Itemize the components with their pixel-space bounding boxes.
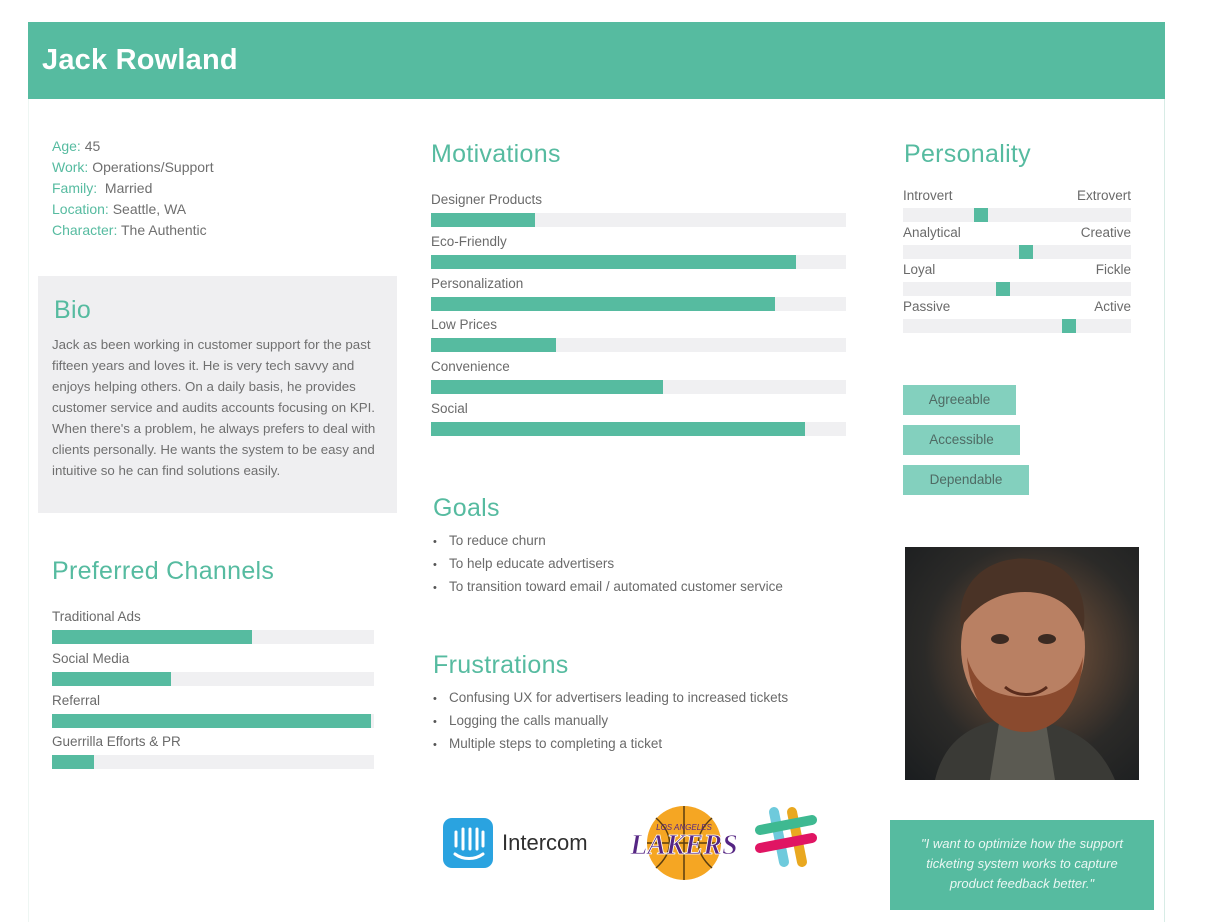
personality-right-label: Active: [1094, 299, 1131, 314]
demo-work: Work: Operations/Support: [52, 159, 214, 175]
goals-title: Goals: [433, 494, 500, 522]
persona-quote: "I want to optimize how the support ticketing system works to capture product feedback better.": [890, 820, 1154, 910]
list-item: • Confusing UX for advertisers leading to increased tickets: [433, 687, 788, 710]
personality-right-label: Extrovert: [1076, 188, 1131, 203]
list-item: • To transition toward email / automated customer service: [433, 576, 783, 599]
bar-fill: [52, 755, 94, 769]
bar-track: [431, 297, 846, 311]
trait-agreeable: Agreeable: [903, 385, 1016, 415]
persona-photo: [905, 547, 1139, 780]
personality-marker: [996, 282, 1010, 296]
personality-track: [903, 208, 1131, 222]
bar-fill: [431, 422, 805, 436]
bar-label: Social Media: [52, 650, 130, 666]
bar-fill: [52, 630, 252, 644]
bar-label: Guerrilla Efforts & PR: [52, 734, 181, 750]
bar-label: Eco-Friendly: [431, 233, 507, 249]
motivations-title: Motivations: [431, 140, 561, 168]
personality-left-label: Analytical: [903, 225, 961, 240]
trait-accessible: Accessible: [903, 425, 1020, 455]
bar-track: [52, 672, 374, 686]
header-banner: [28, 22, 1165, 99]
slack-logo-icon: [752, 804, 820, 870]
demo-age: Age: 45: [52, 138, 101, 154]
bar-fill: [52, 672, 171, 686]
personality-marker: [1062, 319, 1076, 333]
bar-fill: [431, 213, 535, 227]
lakers-logo-icon: [624, 804, 744, 882]
personality-left-label: Loyal: [903, 262, 936, 277]
bio-panel: [38, 276, 397, 513]
list-item: • To reduce churn: [433, 530, 783, 553]
demo-character: Character: The Authentic: [52, 222, 207, 238]
frustrations-list: [433, 687, 788, 756]
lakers-logo-text: LAKERS: [630, 830, 738, 861]
list-item: • To help educate advertisers: [433, 553, 783, 576]
intercom-logo-text: Intercom: [502, 830, 588, 855]
bar-label: Personalization: [431, 275, 524, 291]
personality-track: [903, 319, 1131, 333]
bar-track: [52, 755, 374, 769]
bar-fill: [431, 255, 796, 269]
personality-marker: [1019, 245, 1033, 259]
portrait-illustration: [905, 547, 1139, 780]
bar-track: [52, 630, 374, 644]
list-item: • Logging the calls manually: [433, 710, 788, 733]
personality-track: [903, 245, 1131, 259]
bio-text: Jack as been working in customer support for the past fifteen years and loves it. He is very tech savvy and enjoys helping others. On a daily basis, he provides customer service and audits accounts focusing on KPI. When there's a problem, he always prefers to deal with clients personally. He wants the system to be easy and intuitive so he can find solutions easily.: [52, 337, 376, 478]
demographics: [52, 136, 214, 241]
persona-name: Jack Rowland: [42, 44, 238, 76]
list-item: • Multiple steps to completing a ticket: [433, 733, 788, 756]
personality-marker: [974, 208, 988, 222]
personality-left-label: Introvert: [903, 188, 953, 203]
bar-label: Low Prices: [431, 317, 498, 333]
channels-title: Preferred Channels: [52, 557, 275, 585]
bar-fill: [431, 380, 663, 394]
bar-fill: [431, 338, 556, 352]
demo-location: Location: Seattle, WA: [52, 201, 187, 217]
bar-fill: [52, 714, 371, 728]
bar-fill: [431, 297, 775, 311]
bar-label: Traditional Ads: [52, 609, 141, 624]
bar-track: [431, 255, 846, 269]
demo-family: Family: Married: [52, 180, 153, 196]
bar-track: [431, 380, 846, 394]
bar-track: [431, 213, 846, 227]
bar-track: [52, 714, 374, 728]
bar-track: [431, 422, 846, 436]
bar-track: [431, 338, 846, 352]
intercom-logo-icon: [443, 818, 493, 868]
frustrations-title: Frustrations: [433, 651, 569, 679]
personality-track: [903, 282, 1131, 296]
bio-title: Bio: [54, 296, 92, 324]
bar-label: Designer Products: [431, 192, 543, 207]
trait-dependable: Dependable: [903, 465, 1029, 495]
lakers-logo-top-text: LOS ANGELES: [656, 823, 712, 832]
bar-label: Referral: [52, 692, 101, 708]
personality-right-label: Fickle: [1095, 262, 1131, 277]
personality-left-label: Passive: [903, 299, 951, 314]
goals-list: [433, 530, 783, 599]
personality-right-label: Creative: [1080, 225, 1131, 240]
bar-label: Social: [431, 401, 468, 416]
personality-title: Personality: [904, 140, 1031, 168]
bar-label: Convenience: [431, 359, 510, 375]
